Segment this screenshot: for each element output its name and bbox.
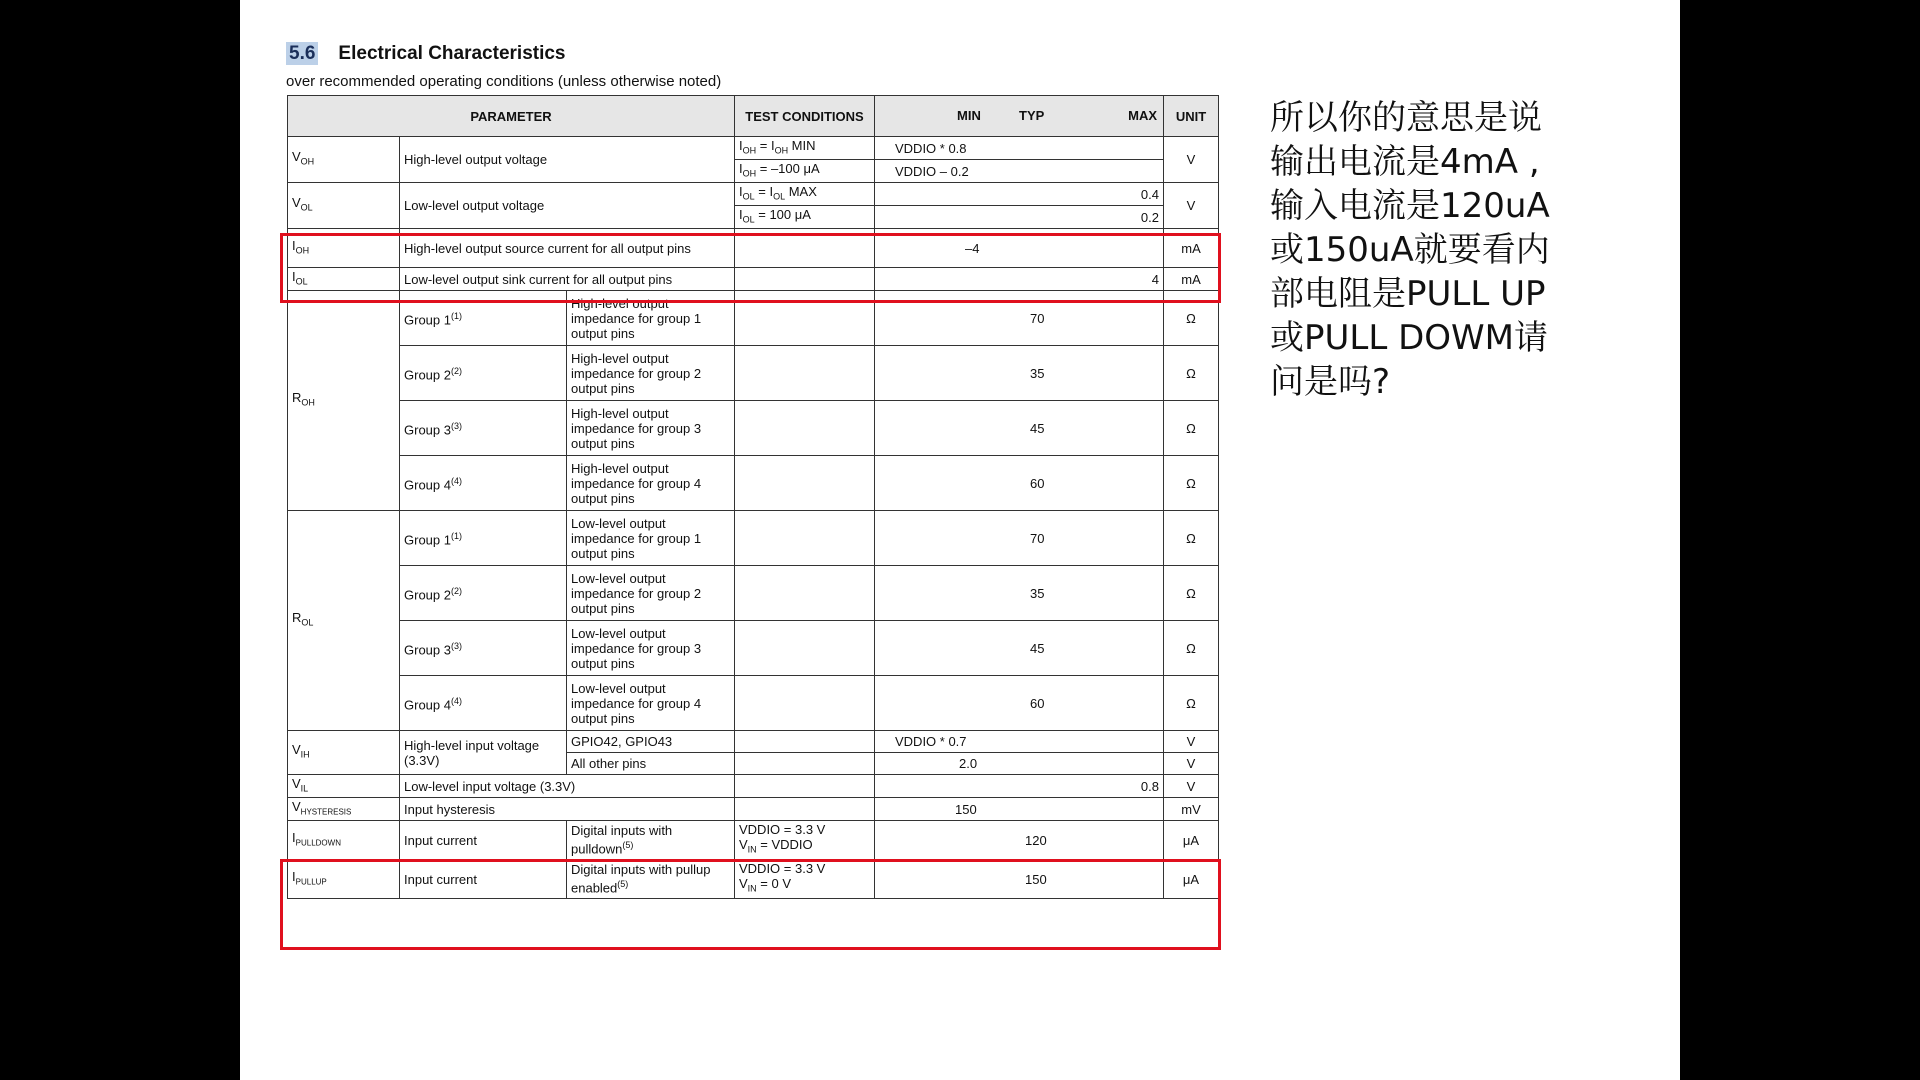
header-typ: TYP [1019,108,1045,123]
question-note: 所以你的意思是说输出电流是4mA , 输入电流是120uA 或150uA就要看内部电阻是PULL UP或PULL DOWM请问是吗? [1270,98,1550,402]
highlight-input-current [280,859,1221,950]
symbol-ioh: $I_{OH}$ [288,229,400,268]
test-condition: VDDIO = 3.3 V $V_{IN}$ = VDDIO [735,821,875,860]
test-condition: $I_{OL} = 100$ μA [735,206,875,229]
param-desc: High-level output source current for all output pins [400,229,735,268]
param-desc: High-level output impedance for group 2 output pins [567,346,735,401]
value-typ: 45 [875,621,1164,676]
unit-cell: V [1164,775,1219,798]
test-condition: $I_{OH} = I_{OH}$ MIN [735,137,875,160]
value-min: VDDIO – 0.2 [875,160,1164,183]
param-desc: Input current [400,821,567,860]
param-desc: Low-level output impedance for group 2 output pins [567,566,735,621]
value-typ: 70 [875,511,1164,566]
symbol-vhys: $V_{HYSTERESIS}$ [288,798,400,821]
value-typ: 35 [875,566,1164,621]
symbol-voh: $V_{OH}$ [288,137,400,183]
param-desc: High-level output impedance for group 1 output pins [567,291,735,346]
param-desc: Low-level input voltage (3.3V) [400,775,735,798]
sub-condition: GPIO42, GPIO43 [567,731,735,753]
table-row [288,731,1219,753]
header-min: MIN [957,108,981,123]
test-condition [735,401,875,456]
param-desc: High-level output voltage [400,137,735,183]
value-typ: 45 [875,401,1164,456]
unit-cell: μA [1164,821,1219,860]
unit-cell: Ω [1164,676,1219,731]
value-max: 0.4 [875,183,1164,206]
group-label: Group 4$^{(4)}$ [400,676,567,731]
group-label: Group 4$^{(4)}$ [400,456,567,511]
symbol-vil: $V_{IL}$ [288,775,400,798]
test-condition [735,731,875,753]
unit-cell: mA [1164,268,1219,291]
unit-cell: V [1164,137,1219,183]
header-test-conditions: TEST CONDITIONS [735,96,875,137]
unit-cell: Ω [1164,511,1219,566]
symbol-ipullup: $I_{PULLUP}$ [288,860,400,899]
param-desc: Low-level output sink current for all output pins [400,268,735,291]
symbol-iol: $I_{OL}$ [288,268,400,291]
test-condition [735,676,875,731]
group-label: Group 2$^{(2)}$ [400,566,567,621]
test-condition [735,621,875,676]
symbol-roh: $R_{OH}$ [288,291,400,511]
header-parameter: PARAMETER [288,96,735,137]
table-row [288,183,1219,206]
unit-cell: μA [1164,860,1219,899]
header-max: MAX [1128,108,1157,123]
slide [240,0,1680,1080]
param-desc: Low-level output voltage [400,183,735,229]
value-typ: 60 [875,676,1164,731]
unit-cell: Ω [1164,456,1219,511]
unit-cell: V [1164,731,1219,753]
value-min: 2.0 [875,753,1164,775]
test-condition [735,798,875,821]
symbol-vih: $V_{IH}$ [288,731,400,775]
value-typ: –4 [875,229,1164,268]
group-label: Group 1$^{(1)}$ [400,511,567,566]
group-label: Group 3$^{(3)}$ [400,621,567,676]
param-desc: Input hysteresis [400,798,735,821]
param-desc: Input current [400,860,567,899]
value-typ: 150 [875,860,1164,899]
param-desc: High-level output impedance for group 4 output pins [567,456,735,511]
value-min: VDDIO * 0.8 [875,137,1164,160]
table-header-row [288,96,1219,137]
table-row [288,511,1219,566]
unit-cell: mV [1164,798,1219,821]
group-label: Group 2$^{(2)}$ [400,346,567,401]
unit-cell: Ω [1164,401,1219,456]
table-row [288,621,1219,676]
param-desc: Low-level output impedance for group 4 output pins [567,676,735,731]
value-typ: 150 [875,798,1164,821]
test-condition: $I_{OL} = I_{OL}$ MAX [735,183,875,206]
section-number: 5.6 [286,42,318,65]
electrical-characteristics-table [287,95,1219,899]
table-row [288,456,1219,511]
test-condition [735,775,875,798]
param-desc: High-level input voltage (3.3V) [400,731,567,775]
param-desc: Low-level output impedance for group 3 output pins [567,621,735,676]
highlight-output-current [280,233,1221,303]
param-desc: High-level output impedance for group 3 output pins [567,401,735,456]
symbol-ipulldown: $I_{PULLDOWN}$ [288,821,400,860]
header-min-typ-max [875,96,1164,137]
value-max: 0.2 [875,206,1164,229]
group-label: Group 1$^{(1)}$ [400,291,567,346]
test-condition [735,456,875,511]
table-subtitle: over recommended operating conditions (unless otherwise noted) [286,73,722,90]
test-condition: $I_{OH} = -100$ μA [735,160,875,183]
unit-cell: Ω [1164,566,1219,621]
test-condition [735,566,875,621]
test-condition [735,753,875,775]
unit-cell: Ω [1164,291,1219,346]
value-max: 4 [875,268,1164,291]
value-min: VDDIO * 0.7 [875,731,1164,753]
sub-condition: Digital inputs with pullup enabled$^{(5)}$ [567,860,735,899]
unit-cell: V [1164,183,1219,229]
test-condition: VDDIO = 3.3 V $V_{IN} = 0$ V [735,860,875,899]
table-row [288,676,1219,731]
unit-cell: mA [1164,229,1219,268]
section-title: Electrical Characteristics [338,43,566,64]
test-condition [735,346,875,401]
table-row [288,821,1219,860]
symbol-vol: $V_{OL}$ [288,183,400,229]
value-typ: 35 [875,346,1164,401]
table-row [288,798,1219,821]
sub-condition: All other pins [567,753,735,775]
value-typ: 70 [875,291,1164,346]
table-row [288,775,1219,798]
unit-cell: V [1164,753,1219,775]
value-typ: 60 [875,456,1164,511]
section-heading [286,43,566,65]
header-unit: UNIT [1164,96,1219,137]
sub-condition: Digital inputs with pulldown$^{(5)}$ [567,821,735,860]
test-condition [735,511,875,566]
table-row [288,566,1219,621]
table-row [288,401,1219,456]
unit-cell: Ω [1164,621,1219,676]
table-row [288,137,1219,160]
symbol-rol: $R_{OL}$ [288,511,400,731]
param-desc: Low-level output impedance for group 1 output pins [567,511,735,566]
value-max: 0.8 [875,775,1164,798]
group-label: Group 3$^{(3)}$ [400,401,567,456]
table-row [288,346,1219,401]
value-typ: 120 [875,821,1164,860]
unit-cell: Ω [1164,346,1219,401]
